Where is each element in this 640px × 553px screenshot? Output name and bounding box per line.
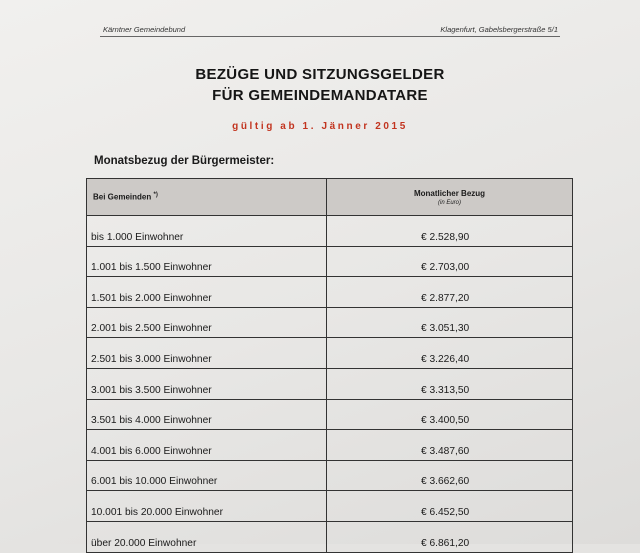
table-header-row <box>87 179 573 216</box>
table-row <box>87 246 573 277</box>
salary-table <box>86 178 573 553</box>
monthly-amount: € 3.226,40 <box>327 338 573 369</box>
population-range: 6.001 bis 10.000 Einwohner <box>87 460 327 491</box>
column-header-municipality-label: Bei Gemeinden <box>93 192 152 202</box>
population-range: 1.501 bis 2.000 Einwohner <box>87 277 327 308</box>
monthly-amount: € 2.528,90 <box>327 216 573 247</box>
population-range: 10.001 bis 20.000 Einwohner <box>87 491 327 522</box>
table-row <box>87 491 573 522</box>
monthly-amount: € 2.703,00 <box>327 246 573 277</box>
monthly-amount: € 3.400,50 <box>327 399 573 430</box>
column-header-salary-label: Monatlicher Bezug <box>413 188 486 198</box>
table-row <box>87 277 573 308</box>
population-range: 4.001 bis 6.000 Einwohner <box>87 430 327 461</box>
document-title-line-1: BEZÜGE UND SITZUNGSGELDER <box>195 66 445 83</box>
monthly-amount: € 6.452,50 <box>327 491 573 522</box>
validity-date: gültig ab 1. Jänner 2015 <box>232 121 408 132</box>
monthly-amount: € 3.487,60 <box>327 430 573 461</box>
column-header-salary-unit: (in Euro) <box>437 199 461 206</box>
header-address: Klagenfurt, Gabelsbergerstraße 5/1 <box>440 25 558 34</box>
table-row <box>87 399 573 430</box>
population-range: über 20.000 Einwohner <box>87 521 327 552</box>
monthly-amount: € 3.051,30 <box>327 307 573 338</box>
monthly-amount: € 6.861,20 <box>327 521 573 552</box>
population-range: bis 1.000 Einwohner <box>87 216 327 247</box>
footnote-marker: *) <box>153 192 158 199</box>
column-header-salary <box>327 179 573 216</box>
table-row <box>87 521 573 552</box>
monthly-amount: € 2.877,20 <box>327 277 573 308</box>
population-range: 2.501 bis 3.000 Einwohner <box>87 338 327 369</box>
column-header-municipality <box>87 179 327 216</box>
table-row <box>87 430 573 461</box>
population-range: 1.001 bis 1.500 Einwohner <box>87 246 327 277</box>
section-title: Monatsbezug der Bürgermeister: <box>94 155 275 167</box>
document-title-line-2: FÜR GEMEINDEMANDATARE <box>212 87 428 104</box>
table-row <box>87 216 573 247</box>
population-range: 3.501 bis 4.000 Einwohner <box>87 399 327 430</box>
monthly-amount: € 3.662,60 <box>327 460 573 491</box>
monthly-amount: € 3.313,50 <box>327 368 573 399</box>
population-range: 2.001 bis 2.500 Einwohner <box>87 307 327 338</box>
table-row <box>87 460 573 491</box>
table-row <box>87 307 573 338</box>
header-divider <box>100 36 560 37</box>
population-range: 3.001 bis 3.500 Einwohner <box>87 368 327 399</box>
table-row <box>87 338 573 369</box>
table-row <box>87 368 573 399</box>
header-organization: Kärntner Gemeindebund <box>103 25 186 34</box>
